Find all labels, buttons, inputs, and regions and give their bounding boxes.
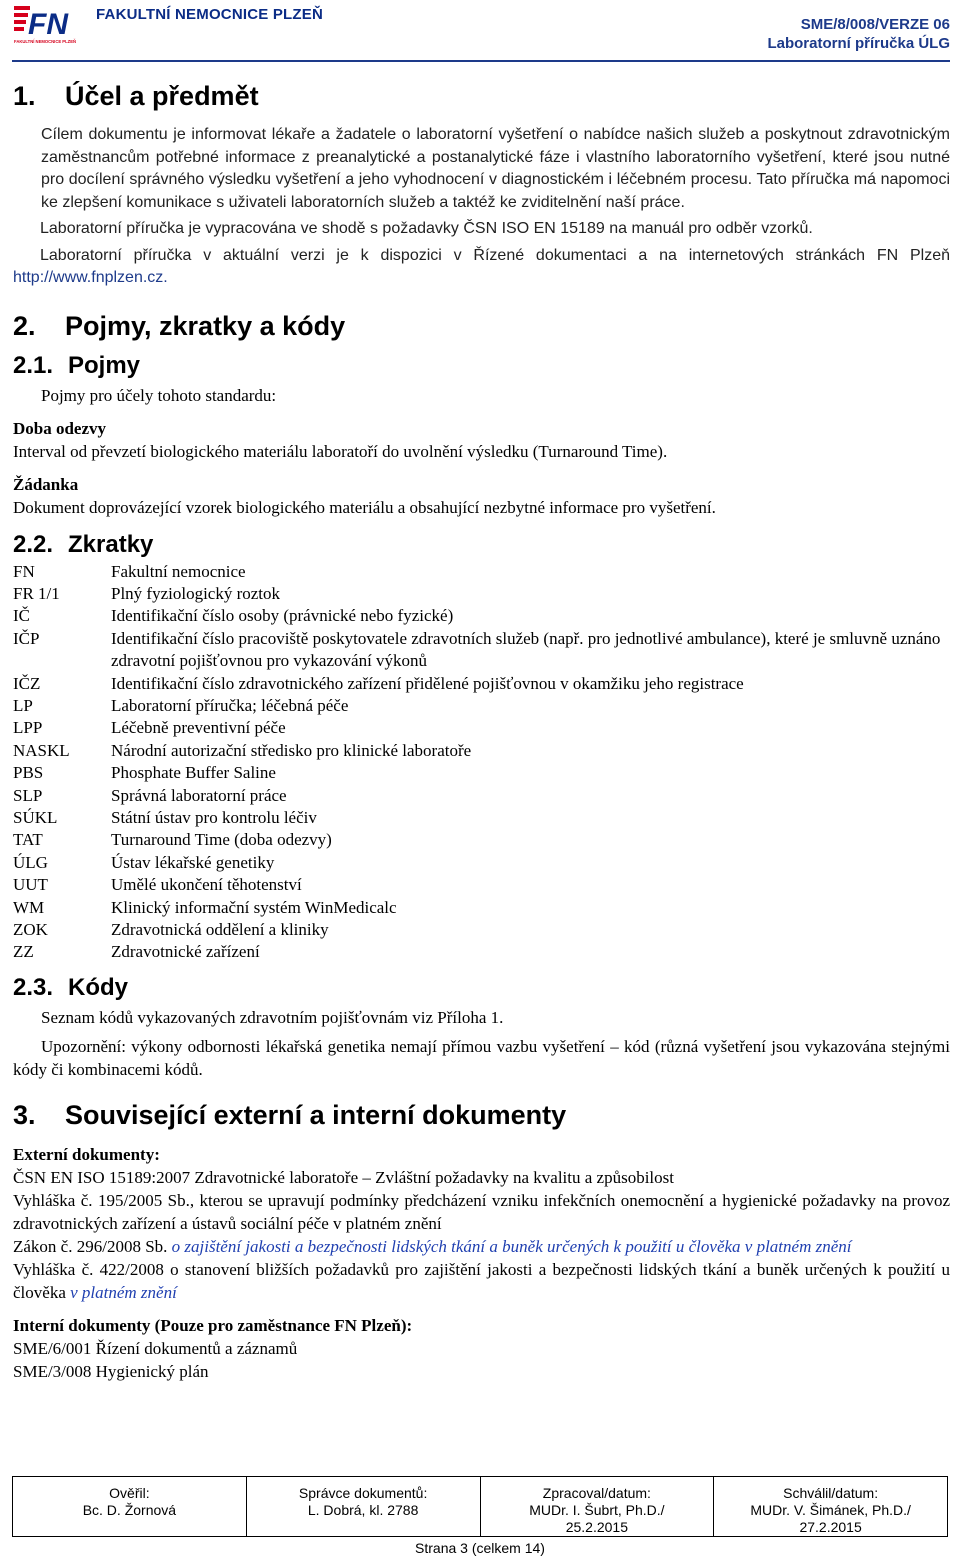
page-number: Strana 3 (celkem 14) (415, 1540, 545, 1556)
abbreviation-row (13, 561, 950, 583)
section-number: 2. (13, 310, 36, 341)
doc-title: Laboratorní příručka ÚLG (767, 35, 950, 52)
section-2-2-heading (13, 529, 950, 561)
section-title: Pojmy, zkratky a kódy (65, 310, 346, 341)
approval-table (12, 1476, 948, 1537)
footer-value: L. Dobrá, kl. 2788 (307, 1502, 419, 1518)
abbreviation-row (13, 762, 950, 784)
abbreviation-description: Ústav lékařské genetiky (111, 852, 275, 872)
abbreviation-description: Správná laboratorní práce (111, 785, 287, 805)
abbreviation-code: FR 1/1 (13, 583, 60, 603)
document-body (13, 78, 950, 1383)
section-title: Související externí a interní dokumenty (65, 1099, 567, 1130)
section-number: 2.1. (13, 351, 54, 379)
abbreviation-description: Identifikační číslo zdravotnického zařízení přidělené pojišťovnou v okamžiku jeho registrace (111, 673, 744, 693)
abbreviation-description: Identifikační číslo pracoviště poskytovatele zdravotních služeb (např. pro jednotlivé ambulance), které je smluvně uznáno zdravotní pojišťovnou pro vykazování výkonů (111, 628, 941, 671)
abbreviation-description: Léčebně preventivní péče (111, 718, 286, 738)
page-header (0, 0, 960, 62)
abbreviation-code: UUT (13, 875, 48, 895)
abbreviation-code: IČZ (13, 673, 41, 693)
external-doc-4-prefix: Vyhláška č. 422/2008 o stanovení bližších požadavků pro zajištění jakosti a bezpečnosti lidských tkání a buněk určených k použití u člověka (13, 1259, 950, 1302)
abbreviation-code: TAT (13, 830, 43, 850)
codes-paragraph-2: Upozornění: výkony odbornosti lékařská genetika nemají přímou vazbu vyšetření – kód (různá vyšetření jsou vykazována stejnými kódy či kombinacemi kódů. (13, 1036, 950, 1079)
abbreviation-row (13, 583, 950, 605)
abbreviations-table (13, 561, 950, 964)
external-doc-3 (13, 1235, 950, 1258)
section-title: Zkratky (68, 530, 154, 558)
abbreviation-description: Umělé ukončení těhotenství (111, 875, 302, 895)
s1-paragraph-3 (13, 245, 950, 290)
abbreviation-row (13, 673, 950, 695)
abbreviation-row (13, 852, 950, 874)
internal-docs-label: Interní dokumenty (Pouze pro zaměstnance FN Plzeň): (13, 1315, 413, 1335)
section-2-heading (13, 308, 950, 344)
footer-label: Schválil/datum: (783, 1485, 879, 1501)
term-turnaround-definition: Interval od převzetí biologického materiálu laboratoří do uvolnění výsledku (Turnaround Time). (13, 441, 668, 461)
internal-doc-2: SME/3/008 Hygienický plán (13, 1361, 209, 1381)
abbreviation-code: SLP (13, 785, 43, 805)
doc-code: SME/8/008/VERZE 06 (800, 16, 950, 33)
footer-cell-approved (714, 1477, 948, 1537)
header-divider (12, 60, 950, 62)
abbreviation-row (13, 919, 950, 941)
section-1-heading (13, 78, 950, 114)
footer-cell-admin (246, 1477, 480, 1537)
abbreviation-row (13, 628, 950, 673)
s1-paragraph-1 (13, 124, 950, 214)
external-doc-2: Vyhláška č. 195/2005 Sb., kterou se upravují podmínky předcházení vzniku infekčních onemocnění a hygienické požadavky na provoz zdravotnických zařízení a ústavů sociální péče v platném znění (13, 1190, 950, 1233)
section-title: Účel a předmět (65, 81, 259, 111)
abbreviation-code: LPP (13, 718, 43, 738)
website-link[interactable]: http://www.fnplzen.cz. (13, 269, 168, 286)
abbreviation-description: Laboratorní příručka; léčebná péče (111, 695, 349, 715)
footer-label: Správce dokumentů: (298, 1485, 428, 1501)
abbreviation-row (13, 785, 950, 807)
abbreviation-row (13, 695, 950, 717)
footer-cell-verified (13, 1477, 247, 1537)
term-request-form-definition: Dokument doprovázející vzorek biologického materiálu a obsahující nezbytné informace pro vyšetření. (13, 497, 716, 517)
abbreviation-code: FN (13, 561, 35, 581)
section-title: Pojmy (68, 351, 141, 379)
term-request-form: Žádanka (13, 474, 79, 494)
section-2-3-heading (13, 972, 950, 1004)
footer-value: Bc. D. Žornová (82, 1502, 177, 1518)
fn-logo-icon (12, 4, 88, 46)
codes-paragraph-1: Seznam kódů vykazovaných zdravotním pojišťovnám viz Příloha 1. (41, 1007, 504, 1027)
abbreviation-description: Státní ústav pro kontrolu léčiv (111, 807, 317, 827)
s1-paragraph-2: Laboratorní příručka je vypracována ve shodě s požadavky ČSN ISO EN 15189 na manuál pro odběr vzorků. (40, 220, 813, 237)
abbreviation-description: Zdravotnická oddělení a kliniky (111, 920, 329, 939)
external-docs-label: Externí dokumenty: (13, 1144, 160, 1164)
abbreviation-code: ZZ (13, 942, 34, 962)
abbreviation-code: WM (13, 897, 45, 917)
footer-label: Zpracoval/datum: (542, 1485, 651, 1501)
abbreviation-code: SÚKL (13, 807, 58, 827)
external-doc-3-prefix: Zákon č. 296/2008 Sb. (13, 1236, 172, 1256)
section-3-heading (13, 1097, 950, 1133)
section-2-1-heading (13, 350, 950, 382)
external-doc-4 (13, 1258, 950, 1304)
external-doc-1: ČSN EN ISO 15189:2007 Zdravotnické laboratoře – Zvláštní požadavky na kvalitu a způsobilost (13, 1167, 674, 1187)
s1-p1b-text: Tato příručka má napomoci ke zlepšení komunikace s uživateli laboratorních služeb a taktéž ke zviditelnění naší práce. (41, 171, 951, 211)
external-doc-3-italic: o zajištění jakosti a bezpečnosti lidských tkání a buněk určených k použití u člověka v platném znění (171, 1236, 852, 1256)
abbreviation-row (13, 605, 950, 627)
section-number: 2.3. (13, 973, 54, 1001)
section-number: 1. (13, 81, 36, 111)
internal-doc-1: SME/6/001 Řízení dokumentů a záznamů (13, 1338, 298, 1358)
term-turnaround: Doba odezvy (13, 418, 107, 438)
abbreviation-description: Fakultní nemocnice (111, 561, 246, 581)
abbreviation-code: ÚLG (13, 852, 48, 872)
s1-p3-text: Laboratorní příručka v aktuální verzi je k dispozici v Řízené dokumentaci a na internetových stránkách FN Plzeň (40, 246, 950, 264)
abbreviation-row (13, 717, 950, 739)
abbreviation-row (13, 874, 950, 896)
abbreviation-row (13, 740, 950, 762)
footer-date: 25.2.2015 (565, 1519, 629, 1535)
abbreviation-description: Phosphate Buffer Saline (111, 763, 276, 783)
abbreviation-code: ZOK (13, 920, 48, 939)
abbreviation-row (13, 807, 950, 829)
footer-value: MUDr. V. Šimánek, Ph.D./ (750, 1502, 911, 1518)
section-number: 3. (13, 1099, 36, 1130)
abbreviation-description: Klinický informační systém WinMedicalc (111, 897, 397, 917)
org-name: FAKULTNÍ NEMOCNICE PLZEŇ (96, 6, 324, 23)
section-number: 2.2. (13, 530, 54, 558)
abbreviation-code: NASKL (13, 740, 70, 760)
external-doc-4-italic: v platném znění (70, 1282, 177, 1302)
abbreviation-description: Turnaround Time (doba odezvy) (111, 830, 332, 850)
abbreviation-description: Plný fyziologický roztok (111, 583, 281, 603)
terms-intro: Pojmy pro účely tohoto standardu: (41, 385, 277, 405)
footer-date: 27.2.2015 (799, 1519, 862, 1535)
s1-p1-text: Cílem dokumentu je informovat lékaře a žadatele o laboratorní vyšetření o nabídce našich služeb a poskytnout zdravotnickým zaměstnancům potřebné informace z preanalytické a postanalytické fáze i vlastního laboratorního vyšetření, které jsou nutné pro docílení správného výsledku vyšetření a jeho vyhodnocení v diagnostickém i léčebném procesu. (41, 126, 950, 188)
abbreviation-row (13, 897, 950, 919)
abbreviation-code: IČP (13, 628, 40, 648)
abbreviation-code: IČ (13, 606, 30, 626)
abbreviation-description: Národní autorizační středisko pro klinické laboratoře (111, 740, 472, 760)
svg-text:FAKULTNÍ NEMOCNICE PLZEŇ: FAKULTNÍ NEMOCNICE PLZEŇ (14, 39, 77, 44)
footer-label: Ověřil: (109, 1485, 150, 1501)
svg-text:FN: FN (28, 8, 68, 41)
section-title: Kódy (68, 973, 128, 1001)
abbreviation-code: LP (13, 695, 33, 715)
abbreviation-code: PBS (13, 763, 44, 783)
footer-value: MUDr. I. Šubrt, Ph.D./ (529, 1502, 665, 1518)
abbreviation-description: Zdravotnické zařízení (111, 942, 260, 962)
abbreviation-row (13, 829, 950, 851)
abbreviation-row (13, 941, 950, 963)
footer-cell-prepared (480, 1477, 714, 1537)
abbreviation-description: Identifikační číslo osoby (právnické nebo fyzické) (111, 606, 454, 626)
